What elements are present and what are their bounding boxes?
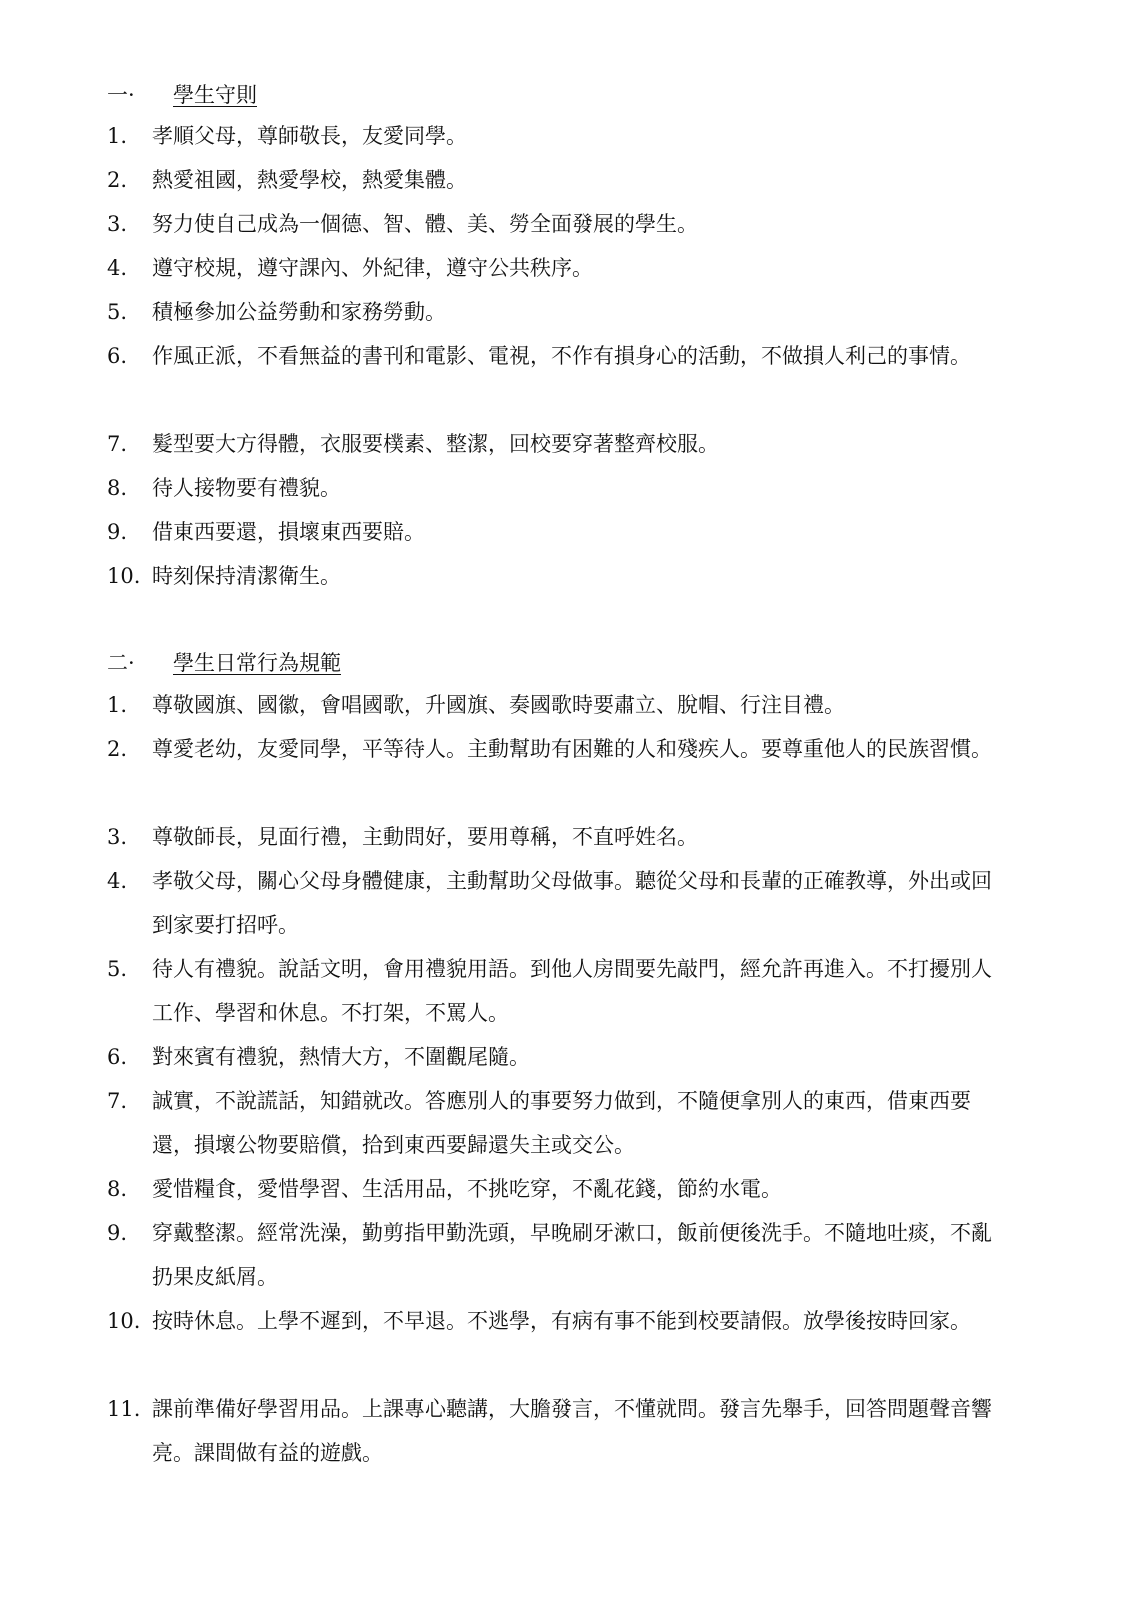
item-text: 借東西要還，損壞東西要賠。 [152,520,425,544]
item-text: 遵守校規，遵守課內、外紀律，遵守公共秩序。 [152,256,593,280]
item-number: 7. [107,432,128,456]
item-number: 6. [107,344,128,368]
item-number: 2. [107,737,128,761]
item-text: 積極參加公益勞動和家務勞動。 [152,300,446,324]
item-number: 3. [107,825,128,849]
item-text: 髮型要大方得體，衣服要樸素、整潔，回校要穿著整齊校服。 [152,432,719,456]
item-number: 10. [107,564,141,588]
item-text: 熱愛祖國，熱愛學校，熱愛集體。 [152,168,467,192]
item-text: 對來賓有禮貌，熱情大方，不圍觀尾隨。 [152,1045,530,1069]
item-number: 1. [107,124,128,148]
section-number: 一· [107,83,135,107]
item-number: 7. [107,1089,128,1113]
item-text: 待人有禮貌。說話文明，會用禮貌用語。到他人房間要先敲門，經允許再進入。不打擾別人工作、學習和休息。不打架，不罵人。 [152,957,992,1025]
item-number: 9. [107,520,128,544]
item-text: 愛惜糧食，愛惜學習、生活用品，不挑吃穿，不亂花錢，節約水電。 [152,1177,782,1201]
item-text: 穿戴整潔。經常洗澡，勤剪指甲勤洗頭，早晚刷牙漱口，飯前便後洗手。不隨地吐痰，不亂扔果皮紙屑。 [152,1221,992,1289]
item-number: 9. [107,1221,128,1245]
item-text: 尊愛老幼，友愛同學，平等待人。主動幫助有困難的人和殘疾人。要尊重他人的民族習慣。 [152,737,992,761]
item-number: 3. [107,212,128,236]
item-number: 5. [107,957,128,981]
item-text: 課前準備好學習用品。上課專心聽講，大膽發言，不懂就問。發言先舉手，回答問題聲音響亮。課間做有益的遊戲。 [152,1397,992,1465]
section-title: 學生日常行為規範 [173,651,341,675]
item-number: 8. [107,1177,128,1201]
item-number: 8. [107,476,128,500]
item-number: 4. [107,869,128,893]
section-number: 二· [107,651,135,675]
item-text: 孝敬父母，關心父母身體健康，主動幫助父母做事。聽從父母和長輩的正確教導，外出或回到家要打招呼。 [152,869,992,937]
item-text: 努力使自己成為一個德、智、體、美、勞全面發展的學生。 [152,212,698,236]
item-text: 待人接物要有禮貌。 [152,476,341,500]
item-text: 時刻保持清潔衛生。 [152,564,341,588]
item-number: 11. [107,1397,141,1421]
item-text: 尊敬師長，見面行禮，主動問好，要用尊稱，不直呼姓名。 [152,825,698,849]
item-text: 作風正派，不看無益的書刊和電影、電視，不作有損身心的活動，不做損人利己的事情。 [152,344,971,368]
item-number: 1. [107,693,128,717]
item-text: 按時休息。上學不遲到，不早退。不逃學，有病有事不能到校要請假。放學後按時回家。 [152,1309,971,1333]
item-text: 孝順父母，尊師敬長，友愛同學。 [152,124,467,148]
item-number: 10. [107,1309,141,1333]
item-number: 6. [107,1045,128,1069]
item-text: 誠實，不說謊話，知錯就改。答應別人的事要努力做到，不隨便拿別人的東西，借東西要還，損壞公物要賠償，拾到東西要歸還失主或交公。 [152,1089,971,1157]
item-number: 4. [107,256,128,280]
section-title: 學生守則 [173,83,257,107]
item-number: 5. [107,300,128,324]
item-number: 2. [107,168,128,192]
item-text: 尊敬國旗、國徽，會唱國歌，升國旗、奏國歌時要肅立、脫帽、行注目禮。 [152,693,845,717]
